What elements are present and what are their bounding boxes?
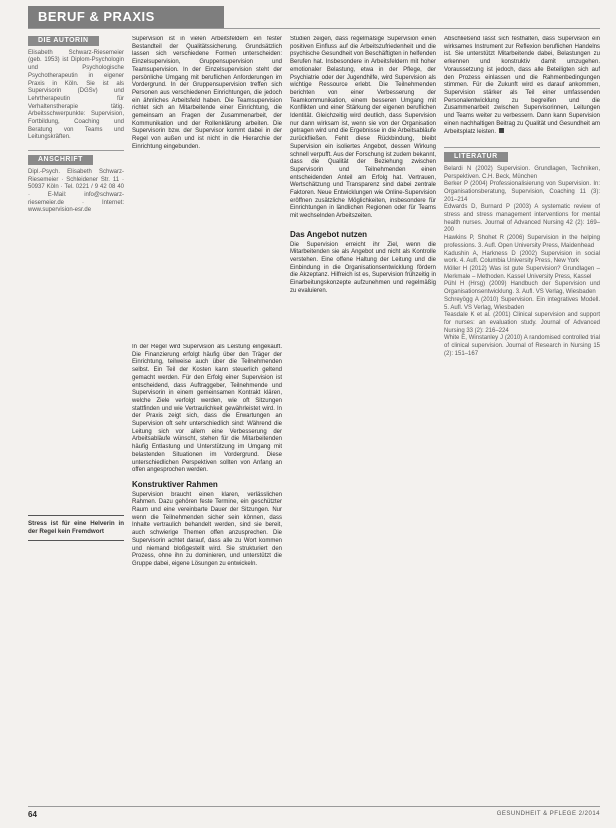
literature-entry: Hawkins P, Shohet R (2006) Supervision in the helping professions. 3. Aufl. Open University Press, Maidenhead [444,235,600,249]
section-header: BERUF & PRAXIS [28,6,224,28]
header-rule [28,28,600,29]
paragraph: Supervision braucht einen klaren, verlässlichen Rahmen. Dazu gehören feste Termine, ein geschützter Raum und eine vereinbarte Dauer der Sitzungen. Nur wenn die Teilnehmenden sicher sein können, dass Inhalte vertraulich behandelt werden, sind sie bereit, auch schwierige Themen offen anzusprechen. Die Supervisorin achtet darauf, dass alle zu Wort kommen und niemand bloßgestellt wird. Sie strukturiert den Prozess, ohne ihn zu dominieren, und unterstützt die Gruppe dabei, eigene Lösungen zu entwickeln. [132,491,282,567]
footer-rule [28,806,600,807]
literatur-tag: LITERATUR [444,152,508,162]
paragraph: Studien zeigen, dass regelmäßige Supervision einen positiven Einfluss auf die Arbeitszufriedenheit und die psychische Gesundheit von Beschäftigten in helfenden Berufen hat. Insbesondere in Arbeitsfeldern mit hoher emotionaler Belastung, etwa in der Pflege, der Psychiatrie oder der Jugendhilfe, wird Supervision als wichtige Ressource erlebt. Die Teilnehmenden berichten von einer Verbesserung der Teamkommunikation, einem besseren Umgang mit Konflikten und einer Stärkung der eigenen beruflichen Identität. Gleichzeitig wird deutlich, dass Supervision nur dann wirksam ist, wenn sie von der Organisation getragen wird und die Ergebnisse in die Arbeitsabläufe zurückfließen. Fehlt diese Rückbindung, bleibt Supervision ein isoliertes Angebot, dessen Wirkung schnell verpufft. Aus der Forschung ist zudem bekannt, dass die Qualität der Beziehung zwischen Supervisorin und Teilnehmenden einen entscheidenden Anteil am Erfolg hat. Vertrauen, Wertschätzung und Transparenz sind dabei zentrale Faktoren. Neue Entwicklungen wie Online-Supervision eröffnen zusätzliche Möglichkeiten, insbesondere für Einrichtungen in ländlichen Regionen oder für Teams mit wechselnden Arbeitszeiten. [290,36,436,220]
literature-entry: Berker P (2004) Professionalisierung von Supervision. In: Organisationsberatung, Supervision, Coaching 11 (3): 201–214 [444,181,600,203]
literature-entry: Teasdale K et al. (2001) Clinical supervision and support for nurses: an evaluation study. Journal of Advanced Nursing 33 (2): 216–224 [444,312,600,334]
literature-entry: Belardi N (2002) Supervision. Grundlagen, Techniken, Perspektiven. C.H. Beck, München [444,165,600,180]
paragraph: Die Supervision erreicht ihr Ziel, wenn die Mitarbeitenden sie als Angebot und nicht als Kontrolle verstehen. Eine offene Haltung der Leitung und die Einbindung in die Organisationsentwicklung fördern die Akzeptanz. Hilfreich ist es, Supervision frühzeitig in Einarbeitungskonzepte aufzunehmen und regelmäßig zu evaluieren. [290,241,436,294]
literature-entry: Edwards D, Burnard P (2003) A systematic review of stress and stress management interventions for mental health nurses. Journal of Advanced Nursing 42 (2): 169–200 [444,204,600,234]
journal-name: GESUNDHEIT & PFLEGE 2/2014 [496,811,600,817]
literature-entry: Möller H (2012) Was ist gute Supervision? Grundlagen – Merkmale – Methoden. Kassel University Press, Kassel [444,265,600,280]
paragraph: Abschließend lässt sich festhalten, dass Supervision ein wirksames Instrument zur Reflexion beruflichen Handelns ist. Sie unterstützt Mitarbeitende dabei, Belastungen zu erkennen und konstruktiv damit umzugehen. Voraussetzung ist jedoch, dass alle Beteiligten sich auf den Prozess einlassen und die Rahmenbedingungen stimmen. Für die Zukunft wird es darauf ankommen, Supervision stärker als Teil einer umfassenden Personalentwicklung zu begreifen und die Zusammenarbeit zwischen Supervisorinnen, Leitungen und Teams weiter zu verbessern. Dann kann Supervision einen nachhaltigen Beitrag zu Qualität und Gesundheit am Arbeitsplatz leisten. [444,36,600,136]
column-3 [290,36,436,802]
pull-quote: Stress ist für eine Helverin in der Regel kein Fremdwort [28,515,124,541]
paragraph: Supervision ist in vielen Arbeitsfeldern ein fester Bestandteil der Qualitätssicherung. Grundsätzlich lassen sich verschiedene Formen unterscheiden: Einzelsupervision, Gruppensupervision und Teamsupervision. In der Einzelsupervision steht der persönliche Umgang mit beruflichen Anforderungen im Vordergrund. In der Gruppensupervision treffen sich Personen aus verschiedenen Einrichtungen, die jedoch ein ähnliches Arbeitsfeld haben. Die Teamsupervision richtet sich an Mitarbeitende einer Einrichtung, die gemeinsam an Fragen der Zusammenarbeit, der Kommunikation und der Rollenklärung arbeiten. Die Supervisorin bzw. der Supervisor kommt dabei in der Regel von außen und ist nicht in die Hierarchie der Einrichtung eingebunden. [132,36,282,150]
subheading: Konstruktiver Rahmen [132,479,218,489]
divider [28,150,124,151]
divider [444,147,600,148]
literature-entry: Pühl H (Hrsg) (2009) Handbuch der Supervision und Organisationsentwicklung. 3. Aufl. VS Verlag, Wiesbaden [444,281,600,296]
anschrift-tag: ANSCHRIFT [28,155,93,165]
column-2 [132,344,282,804]
literature-entry: Kadushin A, Harkness D (2002) Supervision in social work. 4. Aufl. Columbia University Press, New York [444,250,600,265]
end-mark-icon [499,128,504,133]
column-2-top [132,36,282,342]
sidebar-column [28,36,124,541]
subheading: Das Angebot nutzen [290,229,368,239]
literature-list [444,166,600,359]
authorin-tag: DIE AUTORIN [28,36,99,46]
page-number: 64 [28,810,37,819]
anschrift-text: Dipl.-Psych. Elisabeth Schwarz-Riesemeier · Schleidener Str. 11 · 50937 Köln · Tel. 0221 / 9 42 08 40 · E-Mail: info@schwarz-riesemeier.de · Internet: www.supervision-esr.de [28,168,124,214]
authorin-bio: Elisabeth Schwarz-Riesemeier (geb. 1953) ist Diplom-Psychologin und Psychologische Psychotherapeutin in eigener Praxis in Köln. Sie ist als Supervisorin (DGSv) und Lehrtherapeutin für Verhaltenstherapie tätig. Arbeitsschwerpunkte: Supervision, Fortbildung, Coaching und Beratung von Teams und Leitungskräften. [28,49,124,141]
column-4 [444,36,600,802]
literature-entry: Schreyögg A (2010) Supervision. Ein integratives Modell. 5. Aufl. VS Verlag, Wiesbaden [444,296,600,311]
literature-entry: White E, Winstanley J (2010) A randomised controlled trial of clinical supervision. Journal of Research in Nursing 15 (2): 151–167 [444,335,600,357]
paragraph: In der Regel wird Supervision als Leistung eingekauft. Die Finanzierung erfolgt häufig über den Träger der Einrichtung, teilweise auch über die Teilnehmenden selbst. Ein Teil der Kosten kann steuerlich geltend gemacht werden. Für den Erfolg einer Supervision ist entscheidend, dass Auftraggeber, Teilnehmende und Supervisorin in einem gemeinsamen Kontrakt klären, welche Ziele verfolgt werden, wie oft Sitzungen stattfinden und wie Vertraulichkeit gewährleistet wird. In der Praxis zeigt sich, dass die Erwartungen an Supervision oft sehr unterschiedlich sind: Während die Leitung sich vor allem eine Verbesserung der Arbeitsabläufe wünscht, stehen für die Mitarbeitenden häufig Entlastung und Unterstützung im Umgang mit belastenden Situationen im Vordergrund. Diese unterschiedlichen Perspektiven sollten von Anfang an offen angesprochen werden. [132,344,282,474]
